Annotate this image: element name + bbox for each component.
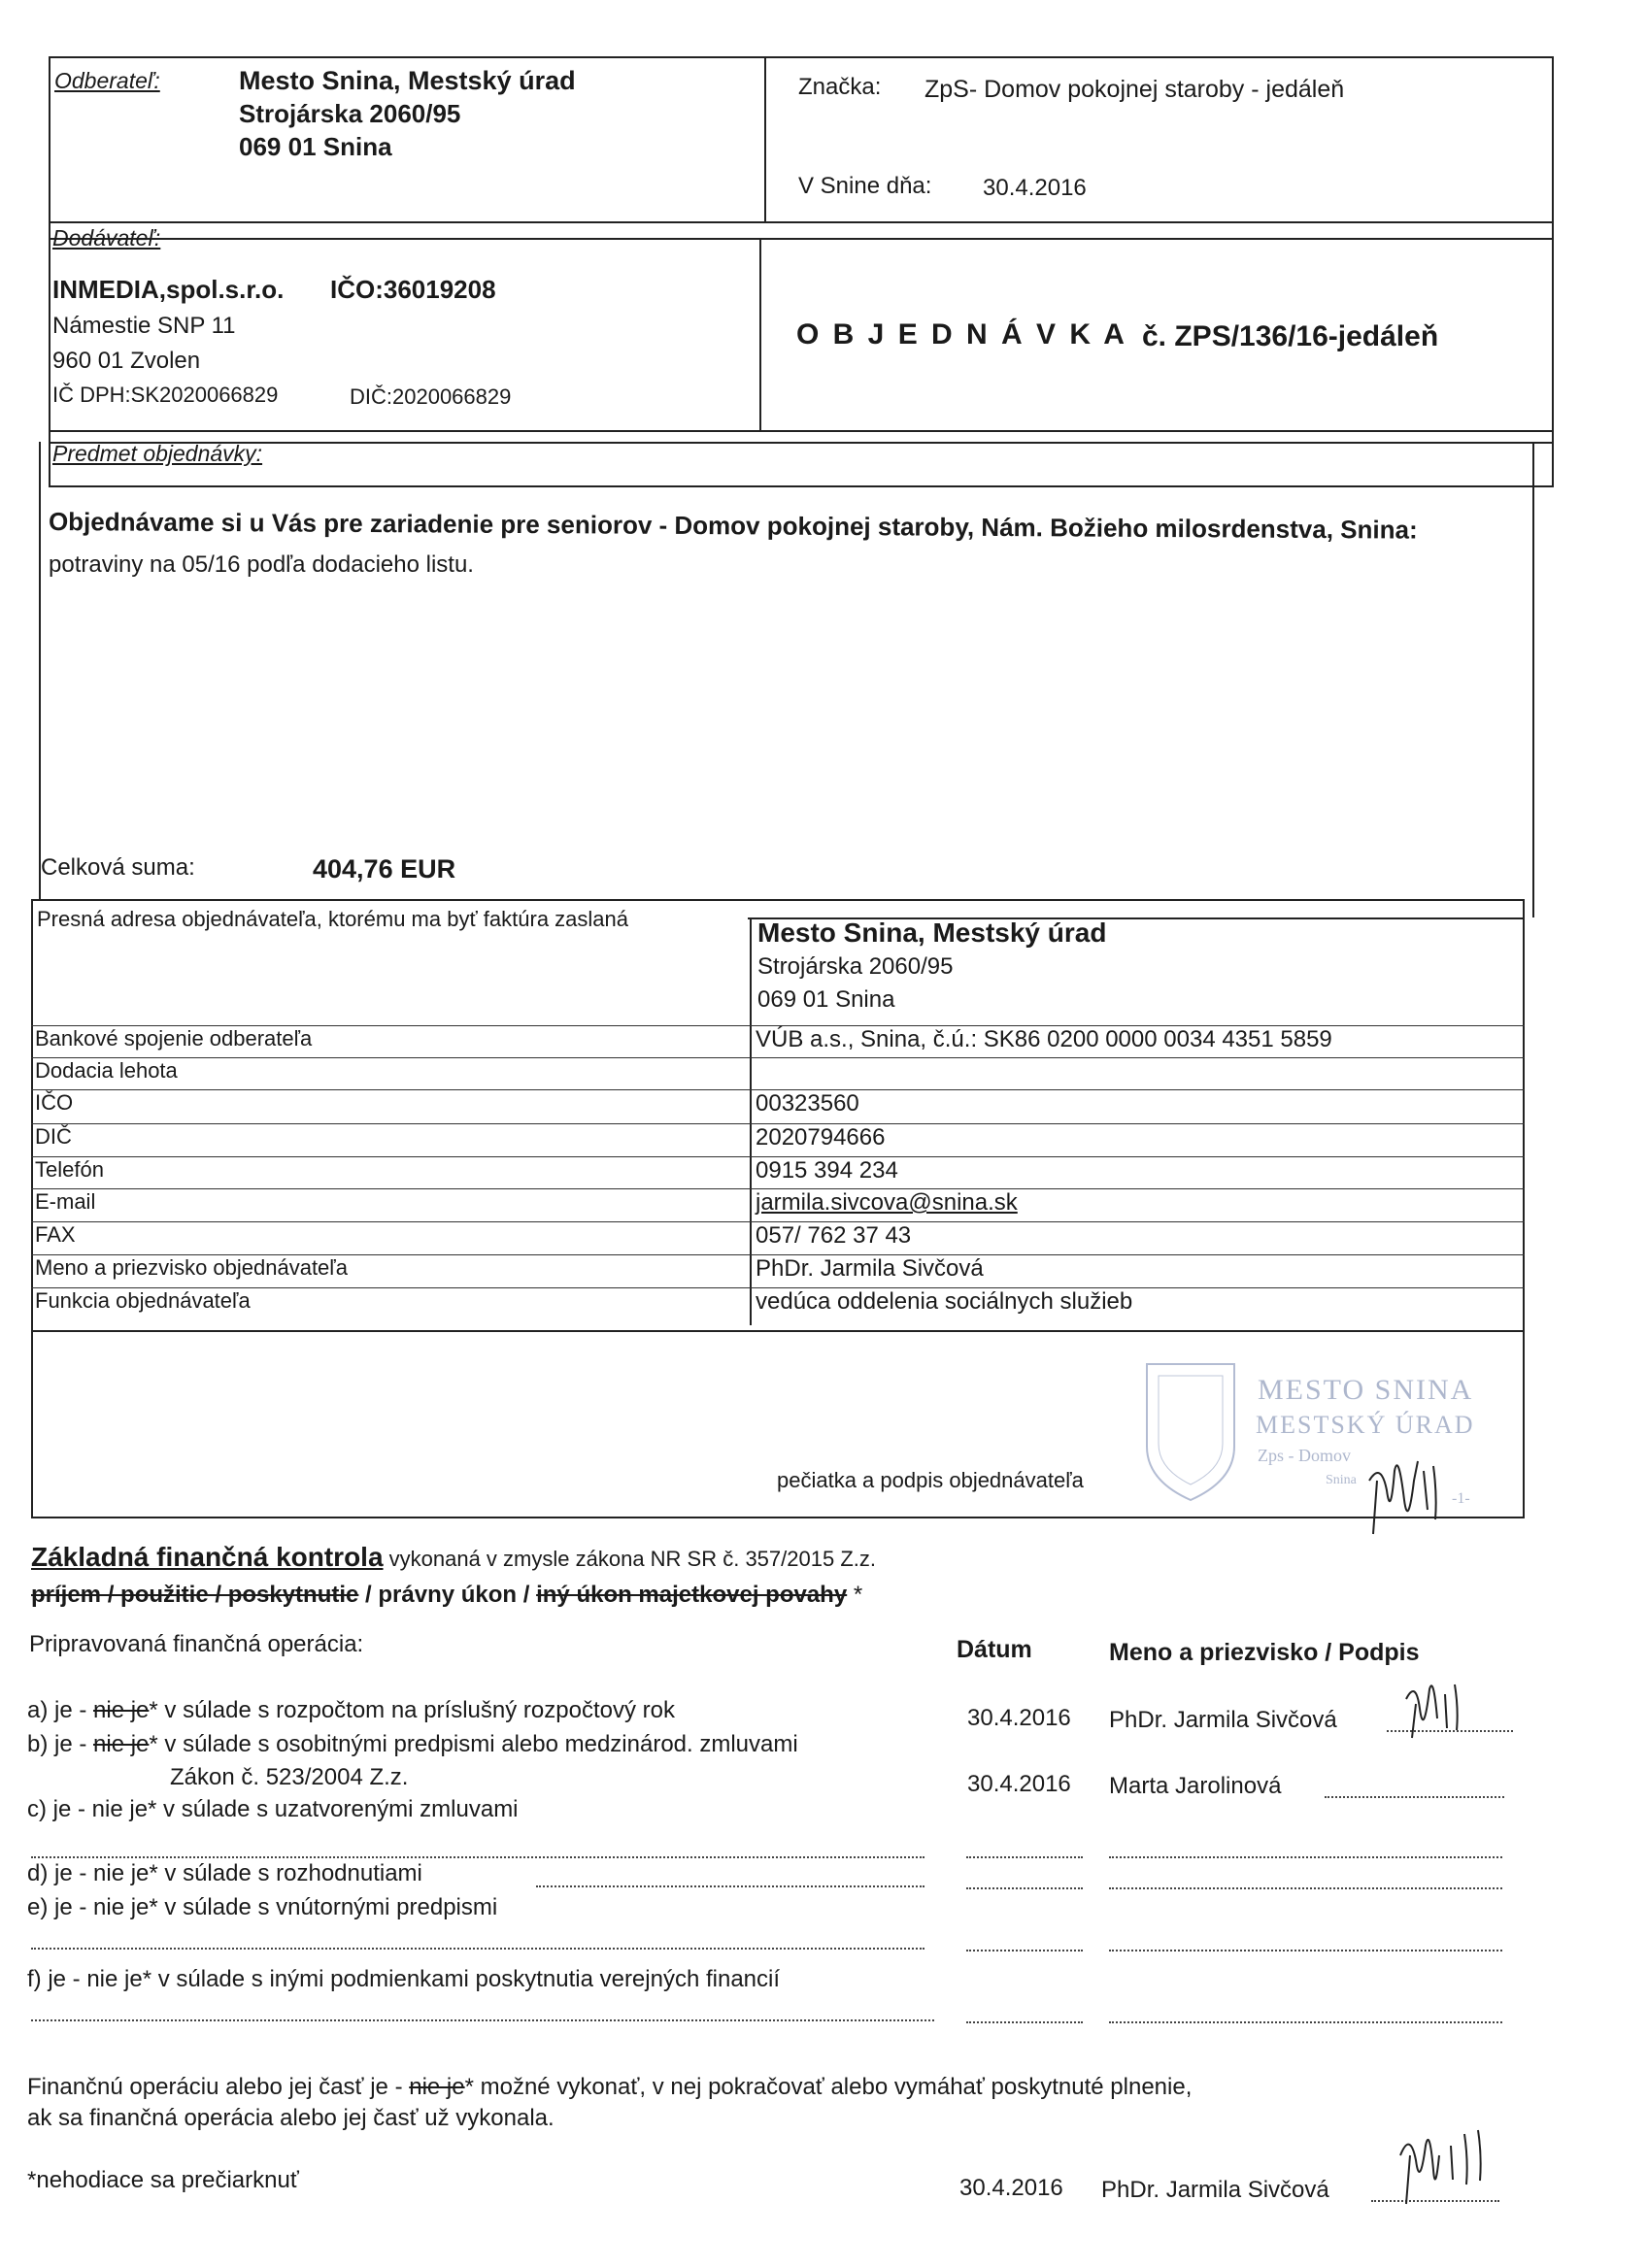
detail-row-label: E-mail [35,1189,96,1214]
header-line-4 [49,442,1554,444]
customer-line-3: 069 01 Snina [239,132,392,161]
header-line [49,221,1554,223]
item-c-date-dots [966,1856,1083,1858]
signature-a-icon [1398,1670,1476,1748]
supplier-ico: IČO:36019208 [330,275,496,304]
item-f-sign-dots [1109,2021,1502,2023]
detail-row-value: 057/ 762 37 43 [756,1222,912,1249]
supplier-name: INMEDIA,spol.s.r.o. [52,275,285,304]
detail-row-label: Bankové spojenie odberateľa [35,1026,313,1051]
stamp-line-1: MESTO SNINA [1258,1374,1474,1406]
supplier-ic-dph: IČ DPH:SK2020066829 [52,383,279,407]
item-a-pre: a) je - [27,1697,94,1723]
order-number: č. ZPS/136/16-jedáleň [1142,320,1439,352]
item-b-name: Marta Jarolinová [1109,1773,1282,1799]
detail-row-value: vedúca oddelenia sociálnych služieb [756,1288,1133,1315]
date-label: V Snine dňa: [798,173,932,199]
item-b-date: 30.4.2016 [967,1771,1071,1797]
detail-row-label: Dodacia lehota [35,1058,178,1083]
header-divider [764,56,766,223]
item-f-date-dots [966,2021,1083,2023]
operation-label: Pripravovaná finančná operácia: [29,1631,364,1657]
total-label: Celková suma: [41,854,195,881]
customer-line-2: Strojárska 2060/95 [239,99,461,128]
total-value: 404,76 EUR [313,854,456,884]
date-header: Dátum [957,1636,1032,1663]
order-title: O B J E D N Á V K A [796,318,1127,350]
detail-row-label: Funkcia objednávateľa [35,1288,251,1313]
item-b-post: * v súlade s osobitnými predpismi alebo medzinárod. zmluvami [149,1731,798,1757]
signature-final-icon [1389,2117,1496,2214]
date-value: 30.4.2016 [983,175,1087,201]
supplier-dic: DIČ:2020066829 [350,384,512,409]
detail-row-label: Meno a priezvisko objednávateľa [35,1255,348,1280]
detail-row-value: PhDr. Jarmila Sivčová [756,1255,984,1282]
final-statement-2: ak sa finančná operácia alebo jej časť už vykonala. [27,2105,555,2131]
address-line-2: Strojárska 2060/95 [757,953,954,980]
item-d: d) je - nie je* v súlade s rozhodnutiami [27,1860,422,1886]
control-types [31,1582,862,1609]
item-e: e) je - nie je* v súlade s vnútornými predpismi [27,1894,498,1920]
item-b-strike: nie je [93,1731,150,1757]
details-bottom-line [31,1330,1525,1332]
final-name: PhDr. Jarmila Sivčová [1101,2177,1329,2203]
item-d-date-dots [966,1887,1083,1889]
types-struck-1: príjem / použitie / poskytnutie [31,1582,359,1608]
header-line-3 [49,430,1554,432]
stamp-line-5: -1- [1452,1490,1470,1507]
item-a [27,1697,675,1724]
signature-stamp-icon [1360,1442,1447,1539]
detail-row-label: FAX [35,1222,76,1247]
address-line-1: Mesto Snina, Mestský úrad [757,917,1107,948]
types-mid: / právny úkon / [358,1582,537,1608]
control-title: Základná finančná kontrola [31,1542,384,1572]
item-a-strike: nie je [93,1697,150,1723]
item-a-post: * v súlade s rozpočtom na príslušný rozpočtový rok [149,1697,675,1723]
address-line-3: 069 01 Snina [757,986,895,1013]
detail-row-value: 00323560 [756,1090,859,1117]
item-c-sign-dots [1109,1856,1502,1858]
detail-row-label: DIČ [35,1124,72,1149]
item-c-dots [31,1856,924,1858]
detail-row-line [31,1057,1525,1058]
footnote: *nehodiace sa prečiarknuť [27,2167,299,2193]
subject-line-2: potraviny na 05/16 podľa dodacieho listu. [49,551,474,578]
supplier-city: 960 01 Zvolen [52,348,201,374]
item-a-name: PhDr. Jarmila Sivčová [1109,1707,1337,1733]
subject-line-1: Objednávame si u Vás pre zariadenie pre seniorov - Domov pokojnej staroby, Nám. Božieho milosrdenstva, Snina: [48,507,1418,545]
final-post: * možné vykonať, v nej pokračovať alebo vymáhať poskytnuté plnenie, [464,2074,1193,2100]
stamp-line-4: Snina [1326,1473,1357,1487]
stamp-caption: pečiatka a podpis objednávateľa [777,1468,1084,1492]
item-e-sign-dots [1109,1950,1502,1951]
item-f-dots [31,2019,934,2021]
subject-right-border [1532,442,1534,917]
stamp-line-2: MESTSKÝ ÚRAD [1256,1411,1475,1439]
address-label: Presná adresa objednávateľa, ktorému ma byť faktúra zaslaná [37,907,629,931]
supplier-label: Dodávateľ: [52,225,161,250]
item-d-sign-dots [1109,1887,1502,1889]
supplier-divider [759,238,761,432]
item-b [27,1731,798,1758]
types-end: * [847,1582,863,1608]
name-header: Meno a priezvisko / Podpis [1109,1639,1420,1666]
header-line-2 [49,238,1554,240]
final-statement-1 [27,2074,1192,2101]
supplier-street: Námestie SNP 11 [52,313,236,339]
final-strike: nie je [409,2074,465,2100]
detail-row-label: IČO [35,1090,74,1115]
detail-row-value: jarmila.sivcova@snina.sk [756,1189,1018,1216]
subject-left-border [39,442,41,900]
details-divider [750,917,752,1325]
final-pre: Finančnú operáciu alebo jej časť je - [27,2074,410,2100]
mark-value: ZpS- Domov pokojnej staroby - jedáleň [924,76,1345,103]
subject-label: Predmet objednávky: [52,441,263,466]
item-d-dots [536,1885,924,1887]
control-title-row [31,1542,876,1573]
detail-row-value: 0915 394 234 [756,1157,898,1184]
types-struck-2: iný úkon majetkovej povahy [536,1582,848,1608]
item-b-sign-dots [1325,1796,1504,1798]
detail-row-value: 2020794666 [756,1124,886,1151]
control-title-rest: vykonaná v zmysle zákona NR SR č. 357/2015 Z.z. [383,1547,876,1571]
final-date: 30.4.2016 [959,2175,1063,2201]
detail-row-value: VÚB a.s., Snina, č.ú.: SK86 0200 0000 0034 4351 5859 [756,1026,1332,1052]
item-b-line-2: Zákon č. 523/2004 Z.z. [170,1764,409,1790]
item-f: f) je - nie je* v súlade s inými podmienkami poskytnutia verejných financií [27,1966,781,1992]
customer-label: Odberateľ: [54,68,160,93]
detail-row-label: Telefón [35,1157,104,1182]
item-a-date: 30.4.2016 [967,1705,1071,1731]
item-c: c) je - nie je* v súlade s uzatvorenými zmluvami [27,1796,519,1822]
item-b-pre: b) je - [27,1731,94,1757]
customer-line-1: Mesto Snina, Mestský úrad [239,66,576,95]
stamp-line-3: Zps - Domov [1258,1446,1351,1465]
item-e-date-dots [966,1950,1083,1951]
mark-label: Značka: [798,74,882,100]
item-e-dots [31,1948,924,1950]
